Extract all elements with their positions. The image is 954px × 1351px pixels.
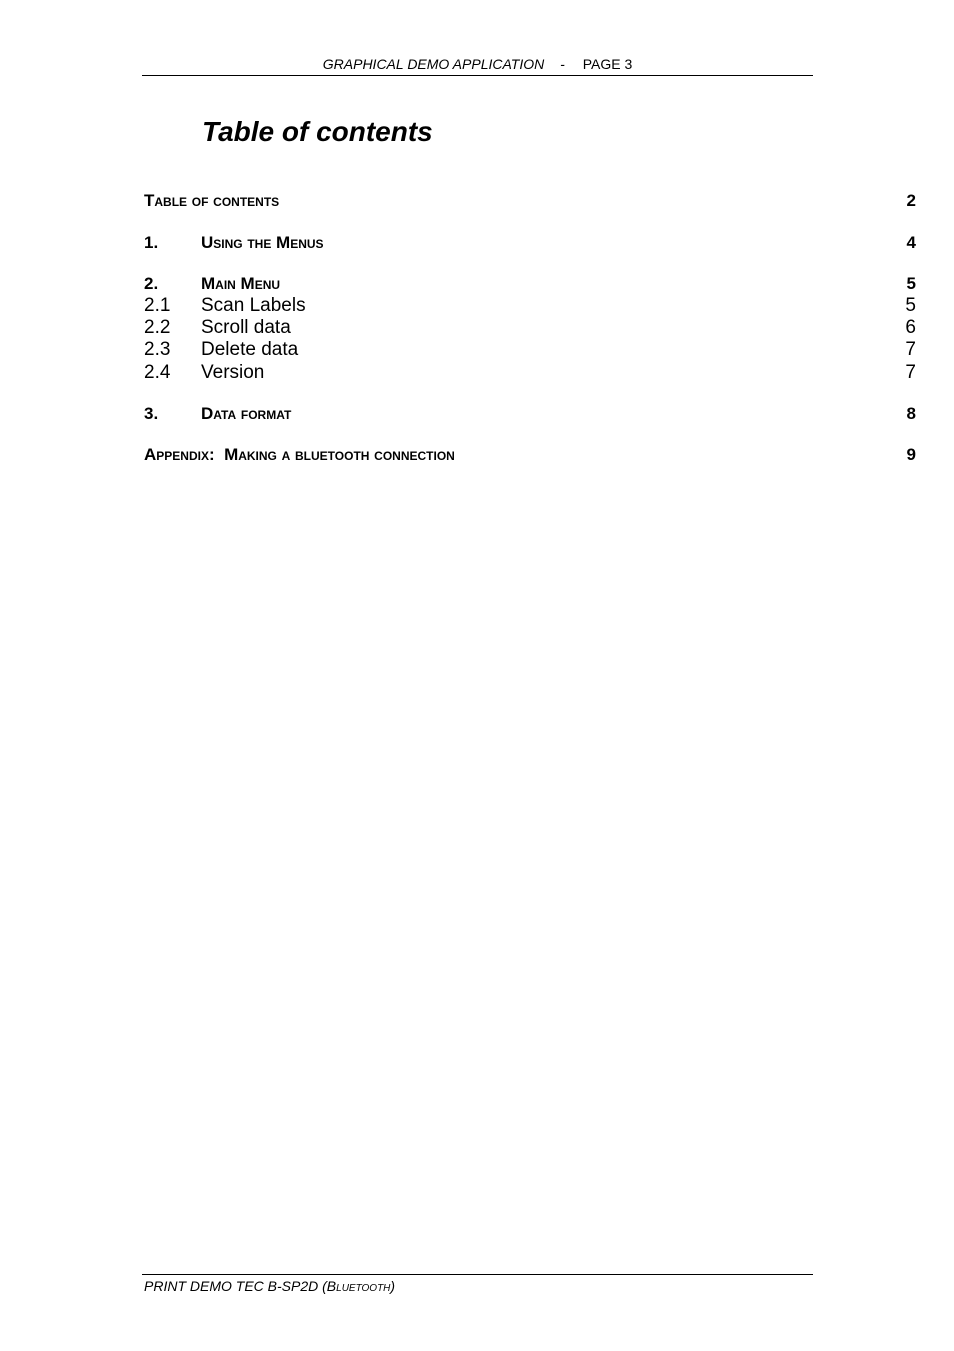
toc-entry-label: Table of contents — [144, 191, 280, 210]
toc-entry-number: 2.3 — [144, 339, 171, 360]
toc-title: Table of contents — [202, 116, 433, 147]
toc-entry-page: 5 — [905, 295, 916, 316]
page-footer — [142, 1274, 813, 1295]
toc-entry-table-of-contents[interactable] — [144, 189, 916, 213]
toc-entry-label: Data format — [201, 404, 292, 423]
toc-entry-page: 5 — [906, 274, 916, 293]
toc-entry-page: 9 — [906, 445, 916, 464]
toc-entry-number: 2.1 — [144, 295, 171, 316]
toc-entry-scroll-data[interactable] — [144, 316, 916, 340]
toc-entry-page: 7 — [905, 362, 916, 383]
footer-close-paren: ) — [390, 1278, 396, 1294]
toc-entry-number: 3. — [144, 404, 159, 423]
header-separator: - — [560, 56, 565, 72]
toc-entry-label: Scroll data — [201, 317, 291, 338]
toc-entry-page: 6 — [905, 317, 916, 338]
toc-entry-appendix[interactable] — [144, 443, 916, 467]
footer-document-name: PRINT DEMO TEC B-SP2D ( — [144, 1278, 327, 1294]
toc-entry-number: 2.2 — [144, 317, 171, 338]
toc-entry-number: 2. — [144, 274, 159, 293]
toc-entry-page: 4 — [906, 233, 916, 252]
header-title: GRAPHICAL DEMO APPLICATION — [322, 56, 545, 72]
toc-entry-label: Using the Menus — [201, 233, 324, 252]
toc-entry-delete-data[interactable] — [144, 338, 916, 362]
footer-variant: Bluetooth — [326, 1278, 391, 1294]
toc-entry-label: Scan Labels — [201, 295, 306, 316]
toc-entry-scan-labels[interactable] — [144, 294, 916, 318]
toc-entry-main-menu[interactable] — [144, 272, 916, 296]
toc-entry-label: Main Menu — [201, 274, 281, 293]
toc-entry-page: 7 — [905, 339, 916, 360]
header-page-label: PAGE 3 — [582, 56, 633, 72]
toc-entry-page: 2 — [906, 191, 916, 210]
toc-entry-number: 2.4 — [144, 362, 171, 383]
toc-entry-label: Delete data — [201, 339, 299, 360]
toc-entry-version[interactable] — [144, 361, 916, 385]
toc-entry-label: Version — [201, 362, 265, 383]
page-header — [142, 55, 813, 76]
toc-entry-data-format[interactable] — [144, 402, 916, 426]
toc-entry-page: 8 — [906, 404, 916, 423]
toc-entry-number: 1. — [144, 233, 159, 252]
toc-entry-using-the-menus[interactable] — [144, 231, 916, 255]
toc-entry-label: Appendix: Making a bluetooth connection — [144, 445, 455, 464]
